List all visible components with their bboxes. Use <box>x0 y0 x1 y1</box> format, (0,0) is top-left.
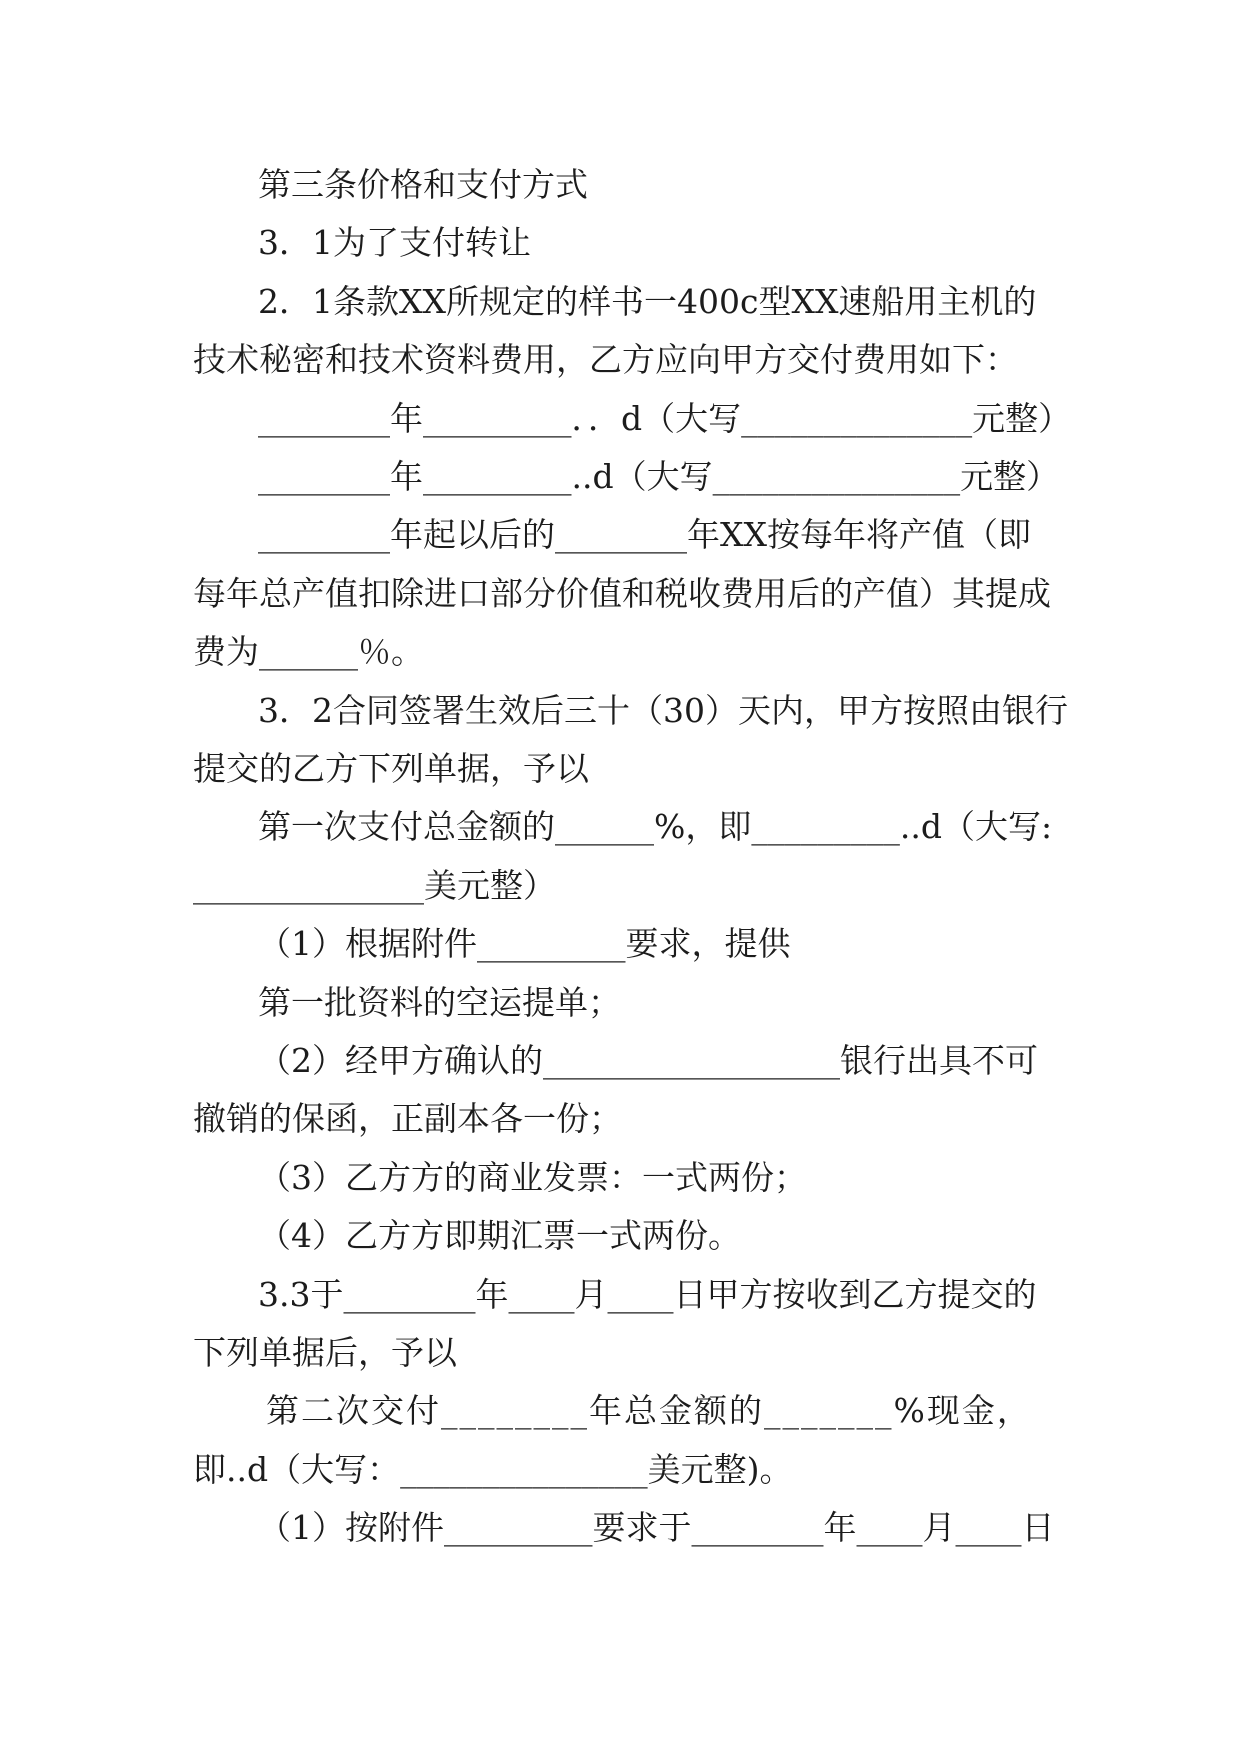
text-line: 每年总产值扣除进口部分价值和税收费用后的产值）其提成 <box>193 574 1051 613</box>
clause-2-1: 2．1条款XX所规定的样书一400c型XX速船用主机的 <box>258 282 1037 321</box>
list-item: （1）按附件_________要求于________年____月____日 <box>258 1508 1055 1547</box>
text-line: 第一批资料的空运提单； <box>258 983 621 1022</box>
text-line: 撤销的保函，正副本各一份； <box>193 1099 622 1138</box>
article-heading: 第三条价格和支付方式 <box>258 165 588 204</box>
fill-in-line: 第二次交付________年总金额的_______%现金， <box>266 1391 1032 1430</box>
fill-in-line: ________年_________..d（大写_______________元整） <box>258 457 1060 496</box>
fill-in-line: 第一次支付总金额的______%，即_________..d（大写: <box>258 807 1053 846</box>
list-item: （1）根据附件_________要求，提供 <box>258 924 791 963</box>
fill-in-line: 费为______％。 <box>193 632 424 671</box>
clause-3-2: 3．2合同签署生效后三十（30）天内，甲方按照由银行 <box>258 691 1068 730</box>
list-item: （2）经甲方确认的__________________银行出具不可 <box>258 1041 1038 1080</box>
list-item: （3）乙方方的商业发票：一式两份； <box>258 1158 807 1197</box>
clause-3-3: 3.3于________年____月____日甲方按收到乙方提交的 <box>258 1275 1037 1314</box>
fill-in-line: ________年起以后的________年XX按每年将产值（即 <box>258 515 1031 554</box>
text-line: 提交的乙方下列单据，予以 <box>193 749 589 788</box>
text-line: 下列单据后，予以 <box>193 1333 457 1372</box>
list-item: （4）乙方方即期汇票一式两份。 <box>258 1216 741 1255</box>
clause-3-1: 3．1为了支付转让 <box>258 223 531 262</box>
fill-in-line: ______________美元整） <box>193 866 556 905</box>
fill-in-line: 即..d（大写：_______________美元整)。 <box>193 1450 793 1489</box>
fill-in-line: ________年_________．．d（大写______________元整） <box>258 399 1072 438</box>
text-line: 技术秘密和技术资料费用，乙方应向甲方交付费用如下： <box>193 340 1018 379</box>
